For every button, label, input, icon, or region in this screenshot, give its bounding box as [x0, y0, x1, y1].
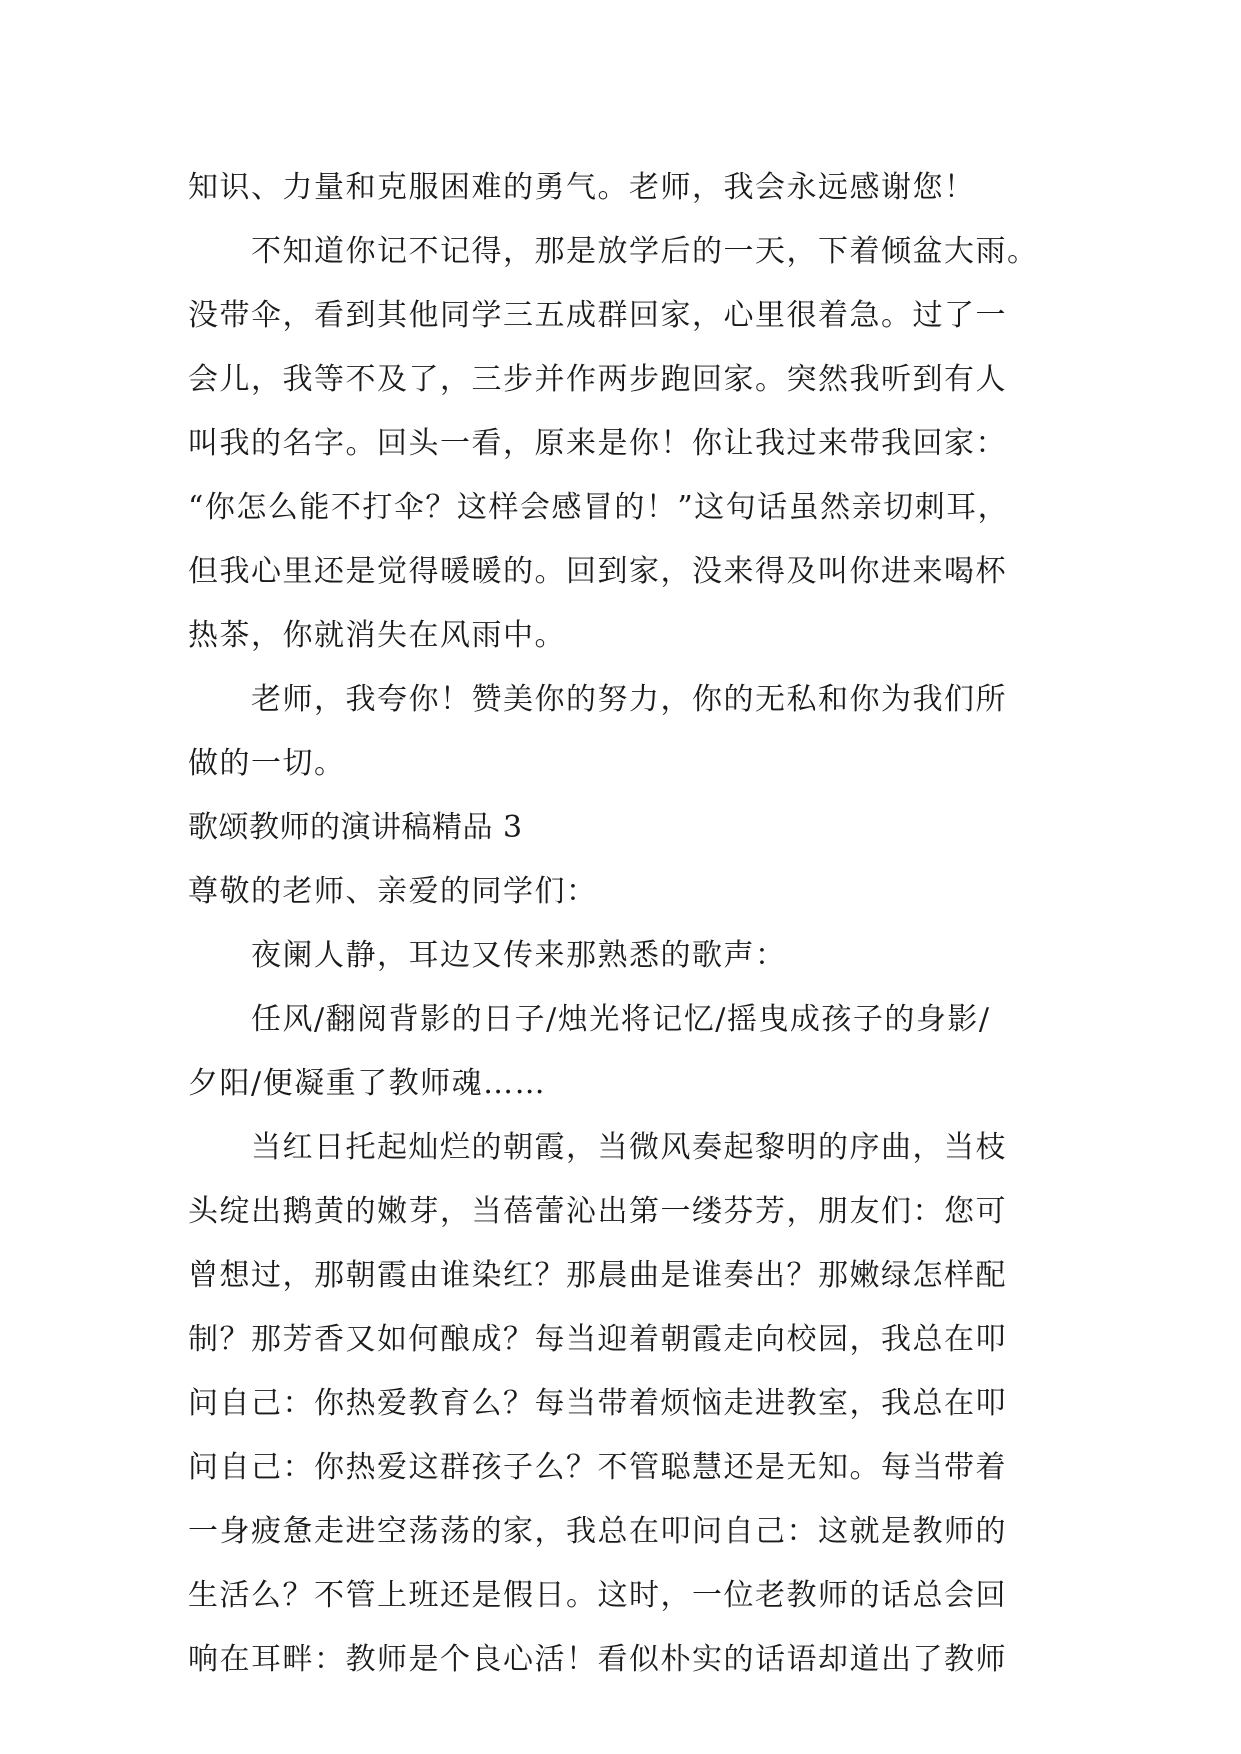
text-line: 做的一切。 — [188, 746, 346, 781]
paragraph-start-line: 当红日托起灿烂的朝霞，当微风奏起黎明的序曲，当枝 — [251, 1130, 1007, 1165]
text-line: “你怎么能不打伞？这样会感冒的！”这句话虽然亲切刺耳， — [188, 490, 1010, 525]
text-line: 曾想过，那朝霞由谁染红？那晨曲是谁奏出？那嫩绿怎样配 — [188, 1258, 1007, 1293]
text-line: 响在耳畔：教师是个良心活！看似朴实的话语却道出了教师 — [188, 1642, 1007, 1677]
text-line: 热茶，你就消失在风雨中。 — [188, 618, 566, 653]
paragraph-start-line: 不知道你记不记得，那是放学后的一天，下着倾盆大雨。 — [251, 234, 1039, 269]
text-line: 问自己：你热爱这群孩子么？不管聪慧还是无知。每当带着 — [188, 1450, 1007, 1485]
paragraph-start-line: 夜阑人静，耳边又传来那熟悉的歌声： — [251, 938, 787, 973]
text-line: 知识、力量和克服困难的勇气。老师，我会永远感谢您！ — [188, 170, 976, 205]
lyric-line: 夕阳/便凝重了教师魂…… — [188, 1066, 547, 1101]
salutation-line: 尊敬的老师、亲爱的同学们： — [188, 874, 598, 909]
text-line: 叫我的名字。回头一看，原来是你！你让我过来带我回家： — [188, 426, 1007, 461]
text-line: 但我心里还是觉得暖暖的。回到家，没来得及叫你进来喝杯 — [188, 554, 1007, 589]
section-heading: 歌颂教师的演讲稿精品 3 — [188, 810, 523, 845]
text-line: 一身疲惫走进空荡荡的家，我总在叩问自己：这就是教师的 — [188, 1514, 1007, 1549]
text-line: 头绽出鹅黄的嫩芽，当蓓蕾沁出第一缕芬芳，朋友们：您可 — [188, 1194, 1007, 1229]
text-line: 会儿，我等不及了，三步并作两步跑回家。突然我听到有人 — [188, 362, 1007, 397]
document-body — [188, 156, 1058, 1692]
text-line: 制？那芳香又如何酿成？每当迎着朝霞走向校园，我总在叩 — [188, 1322, 1007, 1357]
text-line: 问自己：你热爱教育么？每当带着烦恼走进教室，我总在叩 — [188, 1386, 1007, 1421]
lyric-line: 任风/翻阅背影的日子/烛光将记忆/摇曳成孩子的身影/ — [251, 1002, 991, 1037]
text-line: 没带伞，看到其他同学三五成群回家，心里很着急。过了一 — [188, 298, 1007, 333]
paragraph-start-line: 老师，我夸你！赞美你的努力，你的无私和你为我们所 — [251, 682, 1007, 717]
text-line: 生活么？不管上班还是假日。这时，一位老教师的话总会回 — [188, 1578, 1007, 1613]
